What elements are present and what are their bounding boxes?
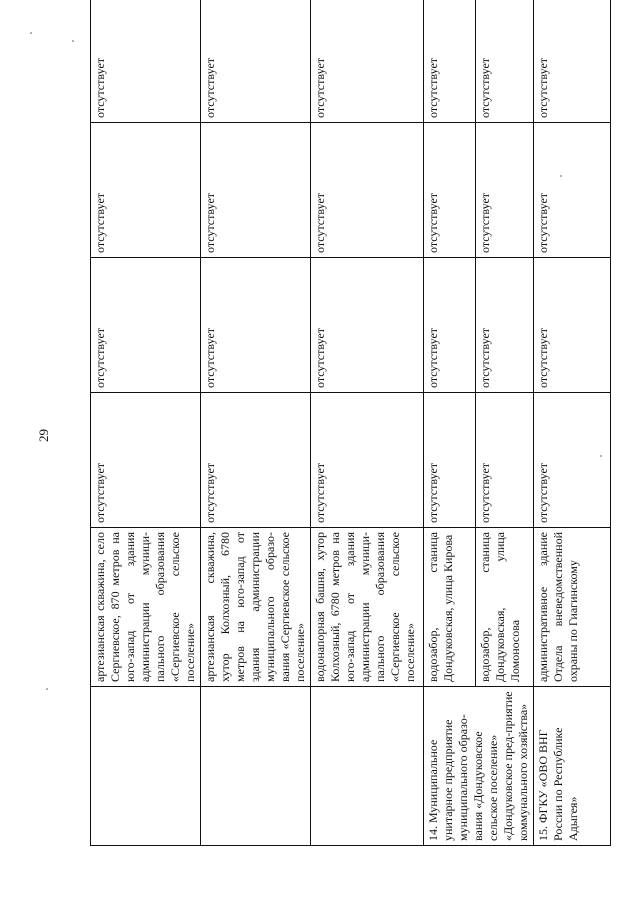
table-row — [201, 0, 311, 846]
address-cell: водозабор, станица Дондуковская, улица Ломоносова — [476, 528, 534, 687]
org-cell — [201, 687, 311, 846]
objects-table — [90, 0, 611, 846]
value-cell: отсутствует — [424, 393, 476, 528]
scan-speck — [72, 40, 74, 42]
org-cell — [91, 687, 201, 846]
value-cell: отсутствует — [424, 258, 476, 393]
org-cell: 14. Муниципальное унитарное предприятие муниципального образо-вания «Дондуковское сельское поселение» «Дондуковское пред-приятие коммунального хозяйства» — [424, 687, 534, 846]
address-cell: артезианская скважина, хутор Колхозный, 6780 метров на юго-запад от здания администрации муниципального образо-вания «Сергиевское сельское поселение» — [201, 528, 311, 687]
value-cell: отсутствует — [311, 258, 424, 393]
value-cell: отсутствует — [201, 123, 311, 258]
value-cell: отсутствует — [201, 258, 311, 393]
value-cell: отсутствует — [91, 393, 201, 528]
rotated-table-container — [90, 41, 580, 846]
address-cell: артезианская скважина, село Сергиевское, 870 метров на юго-запад от здания администрации муници-пального образования «Сергиевское сельское поселение» — [91, 528, 201, 687]
value-cell: отсутствует — [476, 258, 534, 393]
address-cell: водонапорная башня, хутор Колхозный, 6780 метров на юго-запад от здания администрации муници-пального образования «Сергиевское сельское поселение» — [311, 528, 424, 687]
table-row — [424, 0, 476, 846]
value-cell: отсутствует — [424, 123, 476, 258]
value-cell: отсутствует — [476, 123, 534, 258]
org-cell — [311, 687, 424, 846]
table-row — [91, 0, 201, 846]
value-cell: отсутствует — [534, 123, 611, 258]
page-number: 29 — [36, 429, 51, 442]
value-cell: отсутствует — [311, 0, 424, 123]
value-cell: отсутствует — [476, 393, 534, 528]
value-cell: отсутствует — [311, 393, 424, 528]
value-cell: отсутствует — [534, 258, 611, 393]
value-cell: отсутствует — [424, 0, 476, 123]
table-row — [311, 0, 424, 846]
table-row — [534, 0, 611, 846]
scan-speck — [560, 175, 562, 177]
value-cell: отсутствует — [91, 258, 201, 393]
org-cell: 15. ФГКУ «ОВО ВНГ России по Республике Адыгея» — [534, 687, 611, 846]
value-cell: отсутствует — [534, 393, 611, 528]
value-cell: отсутствует — [311, 123, 424, 258]
value-cell: отсутствует — [91, 0, 201, 123]
value-cell: отсутствует — [201, 0, 311, 123]
value-cell: отсутствует — [91, 123, 201, 258]
address-cell: административное здание Отдела вневедомственной охраны по Гиагинскому — [534, 528, 611, 687]
scan-speck — [46, 688, 48, 690]
address-cell: водозабор, станица Дондуковская, улица Кирова — [424, 528, 476, 687]
scan-speck — [30, 32, 32, 34]
value-cell: отсутствует — [476, 0, 534, 123]
value-cell: отсутствует — [534, 0, 611, 123]
value-cell: отсутствует — [201, 393, 311, 528]
scan-speck — [600, 455, 602, 457]
